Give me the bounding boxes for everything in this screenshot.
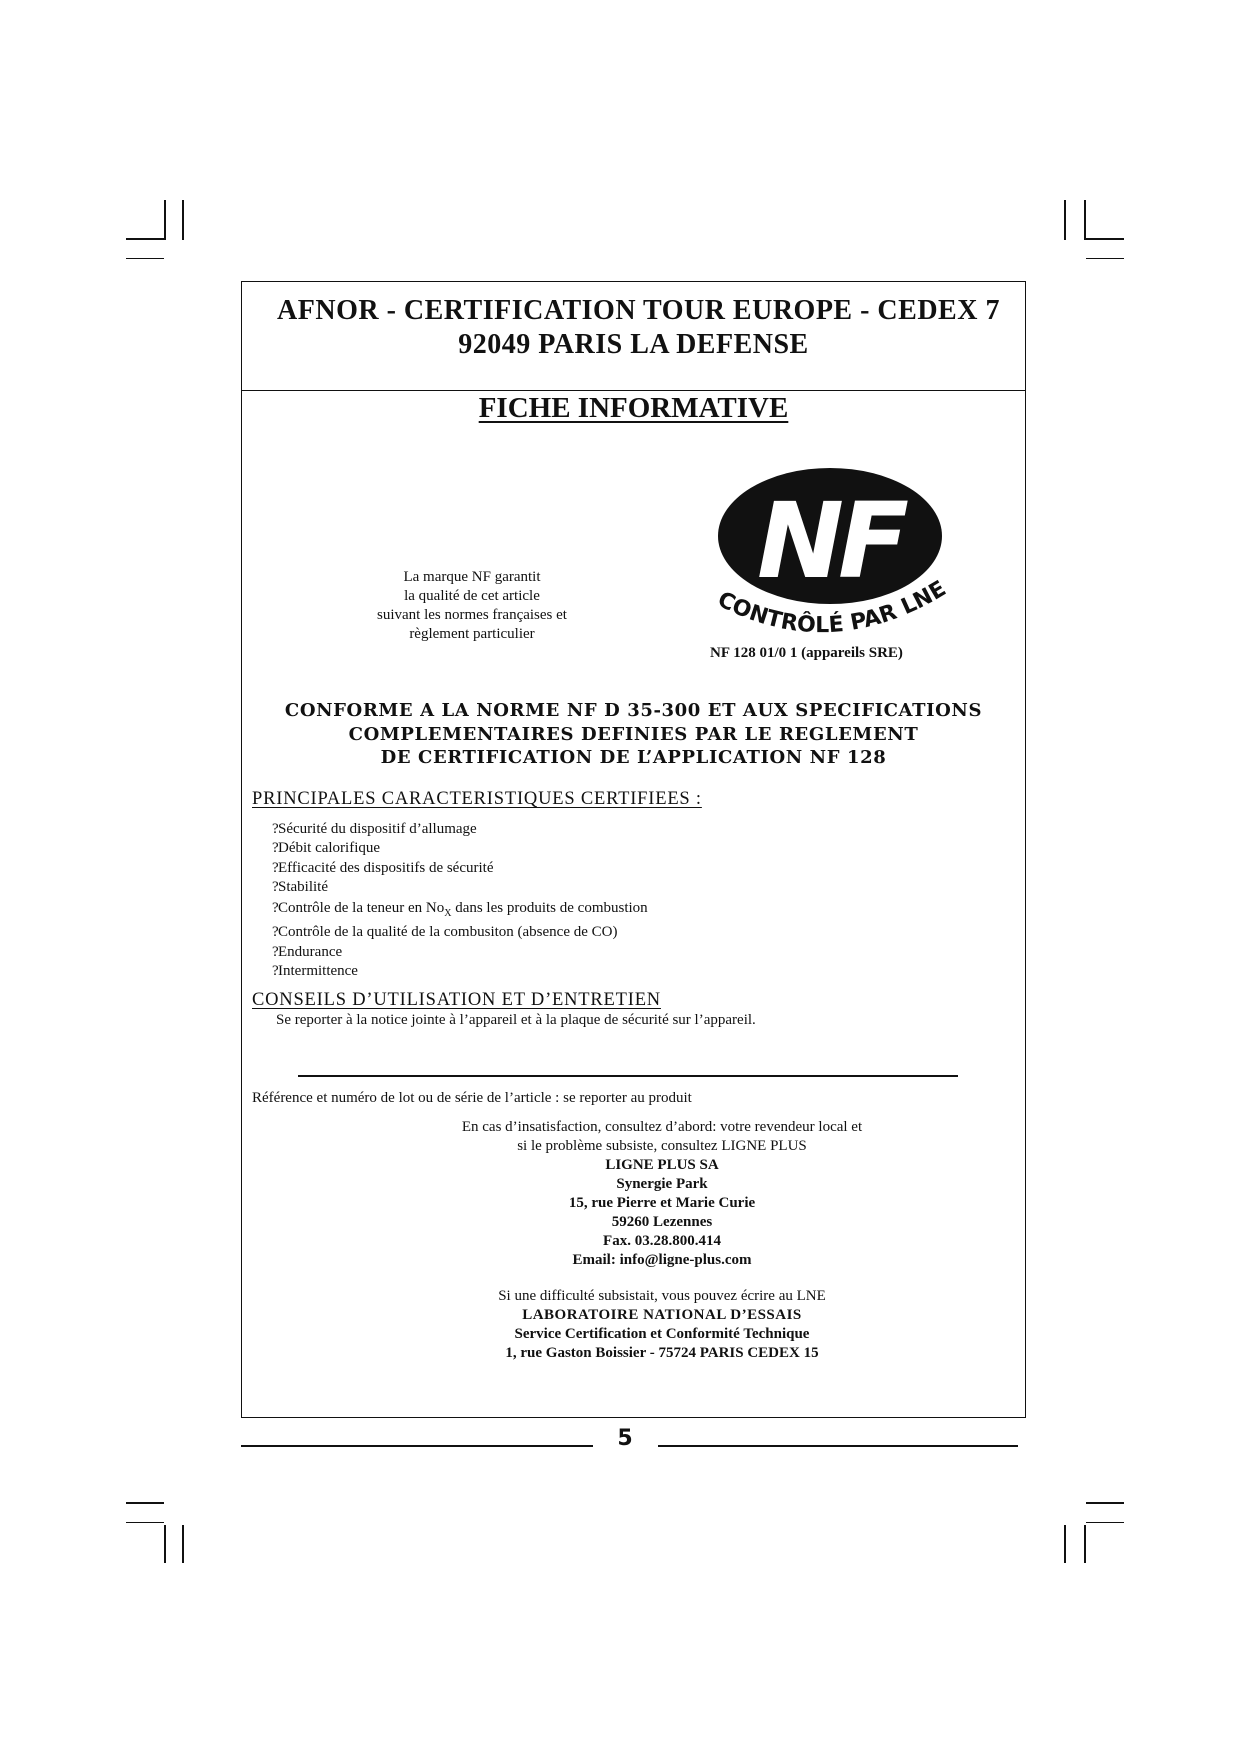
conformity-statement — [242, 699, 1025, 770]
list-item — [272, 820, 648, 839]
nf-logo — [688, 464, 958, 644]
nf-text-line: La marque NF garantit — [403, 569, 541, 585]
characteristics-list — [272, 820, 648, 981]
company-street: 15, rue Pierre et Marie Curie — [568, 1195, 756, 1211]
company-name: LIGNE PLUS SA — [605, 1157, 719, 1173]
footer-rule-left — [241, 1445, 593, 1447]
lne-name: LABORATOIRE NATIONAL D’ESSAIS — [522, 1307, 802, 1323]
reference-note: Référence et numéro de lot ou de série de l’article : se reporter au produit — [252, 1090, 692, 1106]
characteristics-heading: PRINCIPALES CARACTERISTIQUES CERTIFIEES : — [252, 789, 702, 809]
header-line-2: 92049 PARIS LA DEFENSE — [458, 329, 809, 360]
conformity-line: DE CERTIFICATION DE L’APPLICATION NF 128 — [380, 747, 887, 768]
nf-text-line: règlement particulier — [409, 626, 535, 642]
bullet-icon: ? — [272, 943, 279, 960]
company-park: Synergie Park — [616, 1176, 708, 1192]
header-line-1: AFNOR - CERTIFICATION TOUR EUROPE - CEDEX 7 — [277, 295, 1000, 326]
contact-line: si le problème subsiste, consultez LIGNE PLUS — [517, 1138, 807, 1154]
list-item — [272, 943, 648, 962]
list-item-text: Contrôle de la teneur en No — [278, 900, 445, 917]
bullet-icon: ? — [272, 924, 279, 941]
bullet-icon: ? — [272, 821, 279, 837]
page-title: FICHE INFORMATIVE — [478, 392, 789, 424]
bullet-icon: ? — [272, 859, 279, 876]
separator-rule — [298, 1075, 958, 1077]
conformity-line: CONFORME A LA NORME NF D 35-300 ET AUX SPECIFICATIONS — [284, 700, 983, 721]
nf-text-line: la qualité de cet article — [404, 588, 540, 604]
list-item — [272, 839, 648, 858]
list-item-text: Débit calorifique — [278, 840, 381, 857]
footer-rule-right — [658, 1445, 1018, 1447]
list-item — [272, 878, 648, 897]
contact-line: En cas d’insatisfaction, consultez d’abord: votre revendeur local et — [461, 1119, 863, 1135]
advice-text: Se reporter à la notice jointe à l’appareil et à la plaque de sécurité sur l’appareil. — [276, 1012, 756, 1028]
nox-suffix: dans les produits de combustion — [451, 900, 648, 917]
nf-logo-caption: CONTRÔLÉ PAR LNE — [713, 576, 951, 639]
lne-service: Service Certification et Conformité Technique — [514, 1326, 810, 1342]
list-item — [272, 923, 648, 942]
lne-intro: Si une difficulté subsistait, vous pouvez écrire au LNE — [498, 1288, 826, 1304]
list-item — [272, 962, 648, 981]
page-number: 5 — [617, 1426, 633, 1451]
nf-reference: NF 128 01/0 1 (appareils SRE) — [710, 645, 903, 661]
list-item-text: Sécurité du dispositif d’allumage — [278, 821, 477, 837]
bullet-icon: ? — [272, 963, 279, 980]
header-box — [242, 282, 1025, 391]
conformity-line: COMPLEMENTAIRES DEFINIES PAR LE REGLEMENT — [348, 723, 919, 745]
bullet-icon: ? — [272, 840, 279, 857]
list-item-text: Contrôle de la qualité de la combusiton (absence de CO) — [278, 924, 618, 941]
lne-address: 1, rue Gaston Boissier - 75724 PARIS CEDEX 15 — [505, 1345, 819, 1361]
bullet-icon: ? — [272, 900, 279, 917]
advice-heading: CONSEILS D’UTILISATION ET D’ENTRETIEN — [252, 990, 661, 1010]
info-sheet-frame — [241, 281, 1026, 1418]
company-city: 59260 Lezennes — [611, 1214, 713, 1230]
nf-text-line: suivant les normes françaises et — [377, 607, 567, 623]
bullet-icon: ? — [272, 878, 279, 895]
nf-guarantee-text — [352, 568, 592, 644]
list-item-text: Intermittence — [278, 963, 358, 980]
list-item-text: Stabilité — [278, 878, 328, 895]
dissatisfaction-contact — [372, 1118, 952, 1270]
company-email: Email: info@ligne-plus.com — [572, 1252, 752, 1268]
list-item-text: Endurance — [278, 943, 343, 960]
list-item-text: Efficacité des dispositifs de sécurité — [278, 859, 494, 876]
nox-subscript: X — [444, 908, 452, 920]
list-item — [272, 859, 648, 878]
lne-contact — [372, 1287, 952, 1363]
company-fax: Fax. 03.28.800.414 — [603, 1233, 721, 1249]
list-item — [272, 899, 648, 923]
nf-logo-letters: NF — [756, 480, 904, 602]
